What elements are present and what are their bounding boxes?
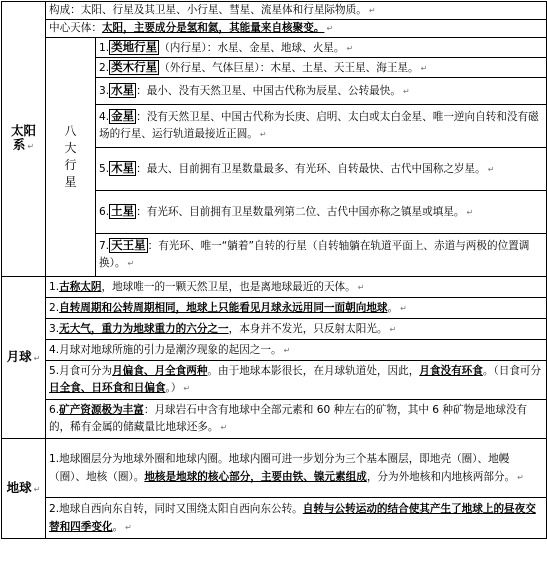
planet-cell	[96, 58, 547, 78]
section-sun-system	[2, 2, 46, 277]
planet-cell	[96, 148, 547, 191]
section-earth-title: 地球	[6, 479, 32, 495]
planet-name: 类地行星	[111, 39, 158, 54]
paragraph-mark: ↵	[183, 384, 191, 393]
planet-name: 木星	[111, 160, 135, 175]
paragraph-mark: ↵	[400, 303, 407, 313]
composition-text: 太阳、行星及其卫星、小行星、彗星、流星体和行星际物质。	[80, 4, 367, 16]
center-text: 太阳，主要成分是氢和氦，其能量来自核聚变。	[101, 22, 325, 34]
paragraph-mark: ↵	[127, 259, 135, 268]
moon-row	[2, 319, 547, 340]
moon-row	[2, 340, 547, 361]
moon-text: 4.	[49, 343, 60, 356]
earth-row	[2, 439, 547, 498]
planet-num: 3.	[99, 85, 110, 97]
moon-text: 。	[387, 301, 399, 314]
sun-composition-row	[2, 2, 547, 20]
earth-text: 2.地球自西向东自转，同时又围绕太阳自西向东公转。	[49, 502, 303, 515]
moon-text: 3.	[49, 322, 60, 335]
planet-num: 4.	[99, 111, 110, 123]
moon-cell	[46, 340, 547, 361]
section-sun-system-title: 太阳系	[10, 123, 36, 152]
planet-desc: ：没有天然卫星、中国古代称为长庚、启明、太白或太白金星、唯一逆向自转和没有磁场的行星、运行轨道最接近正圆。	[99, 111, 539, 140]
moon-emphasis: 无大气，重力为地球重力的六分之一	[59, 322, 229, 335]
planet-name: 土星	[111, 203, 135, 218]
moon-row	[2, 277, 547, 298]
paragraph-mark: ↵	[466, 207, 474, 217]
planet-name: 水星	[111, 83, 135, 97]
planet-desc: （内行星）：水星、金星、地球、火星。	[159, 41, 345, 54]
paragraph-mark: ↵	[33, 484, 41, 494]
planet-num: 6.	[99, 205, 110, 218]
moon-emphasis: 古称太阴	[59, 280, 102, 293]
planet-desc: （外行星、气体巨星）：木星、土星、天王星、海王星。	[159, 61, 419, 74]
planet-cell	[96, 38, 547, 58]
moon-row	[2, 361, 547, 400]
moon-text: 。）	[165, 382, 182, 394]
moon-text: 5.月食可分为	[49, 365, 113, 377]
planet-desc: ：有光环、目前拥有卫星数量列第二位、古代中国亦称之镇星或填星。	[136, 205, 465, 218]
moon-text: 6.	[49, 404, 60, 416]
planet-name: 金星	[111, 109, 135, 123]
moon-text: 2.	[49, 301, 60, 314]
paragraph-mark: ↵	[389, 324, 397, 334]
planet-cell	[96, 234, 547, 277]
moon-cell	[46, 361, 547, 400]
paragraph-mark: ↵	[220, 423, 228, 432]
knowledge-table-sheet	[1, 1, 546, 566]
earth-cell	[46, 498, 547, 539]
earth-emphasis: 地核是地球的核心部分，主要由铁、镍元素组成	[144, 470, 367, 483]
paragraph-mark: ↵	[283, 345, 291, 355]
moon-emphasis: 日全食、日环食和日偏食	[49, 382, 166, 394]
paragraph-mark: ↵	[368, 6, 376, 15]
moon-cell	[46, 400, 547, 439]
moon-text: 。（日食可分	[482, 365, 542, 377]
planet-name: 类木行星	[111, 59, 158, 74]
composition-cell	[46, 2, 547, 20]
moon-cell	[46, 319, 547, 340]
paragraph-mark: ↵	[125, 522, 132, 532]
paragraph-mark: ↵	[402, 87, 410, 96]
moon-row	[2, 400, 547, 439]
composition-label: 构成：	[49, 4, 81, 16]
eight-planets-label	[46, 38, 96, 277]
moon-emphasis: 自转周期和公转周期相同，地球上只能看见月球永远用同一面朝向地球	[59, 301, 388, 314]
paragraph-mark: ↵	[357, 282, 365, 292]
paragraph-mark: ↵	[346, 43, 354, 53]
earth-text: ，分为外地核和内地核两部分。	[366, 470, 516, 483]
planet-name: 天王星	[111, 238, 146, 252]
paragraph-mark: ↵	[27, 142, 35, 151]
earth-text: 1.地球圈层分为地球外圈和地球内圈。地球内圈可进一步划分为三个基本圈层，即地壳（圈）、地幔（圈）、地核（圈）。	[49, 452, 510, 483]
planet-num: 5.	[99, 162, 110, 175]
moon-row	[2, 298, 547, 319]
section-moon	[2, 277, 46, 439]
section-earth	[2, 439, 46, 539]
knowledge-table	[1, 1, 547, 539]
moon-emphasis: 月偏食、月全食两种	[112, 365, 208, 377]
eight-planets-text: 八大行星	[64, 124, 77, 189]
center-cell	[46, 20, 547, 38]
planet-desc: ：最大、目前拥有卫星数量最多、有光环、自转最快、古代中国称之岁星。	[136, 162, 486, 175]
planet-cell	[96, 78, 547, 105]
planet-cell	[96, 191, 547, 234]
earth-cell	[46, 439, 547, 498]
planet-desc: ：最小、没有天然卫星、中国古代称为辰星、公转最快。	[136, 85, 401, 97]
moon-emphasis: 月食没有环食	[419, 365, 483, 377]
section-moon-title: 月球	[6, 348, 32, 364]
earth-row	[2, 498, 547, 539]
moon-text: 月球对地球所施的引力是潮汐现象的起因之一。	[59, 343, 282, 356]
paragraph-mark: ↵	[487, 164, 495, 174]
center-label: 中心天体：	[49, 22, 102, 34]
moon-text: 。由于地球本影很长，在月球轨道处，因此，	[207, 365, 420, 377]
moon-emphasis: 矿产资源极为丰富	[59, 404, 144, 416]
planet-num: 7.	[99, 240, 110, 252]
sun-center-row	[2, 20, 547, 38]
paragraph-mark: ↵	[420, 63, 428, 73]
planet-cell	[96, 105, 547, 148]
paragraph-mark: ↵	[517, 472, 524, 482]
moon-text: ：月球岩石中含有地球中全部元素和 60 种左右的矿物，其中 6 种矿物是地球没有的，稀有金属的储藏量比地球还多。	[49, 404, 528, 433]
planet-num: 1.	[99, 41, 110, 54]
moon-cell	[46, 298, 547, 319]
paragraph-mark: ↵	[326, 24, 334, 33]
planet-row	[2, 38, 547, 58]
moon-text: 1.	[49, 280, 60, 293]
paragraph-mark: ↵	[33, 353, 41, 363]
planet-desc: ：有光环、唯一“躺着”自转的行星（自转轴躺在轨道平面上、赤道与两极的位置调换）。	[99, 240, 530, 269]
paragraph-mark: ↵	[259, 130, 267, 139]
earth-emphasis: 自转与公转运动的结合使其产生了地球上的昼夜交替和四季变化	[49, 502, 536, 533]
moon-text: ，本身并不发光，只反射太阳光。	[228, 322, 388, 335]
moon-cell	[46, 277, 547, 298]
moon-text: ，地球唯一的一颗天然卫星，也是离地球最近的天体。	[101, 280, 356, 293]
planet-num: 2.	[99, 61, 110, 74]
earth-text: 。	[112, 520, 124, 533]
